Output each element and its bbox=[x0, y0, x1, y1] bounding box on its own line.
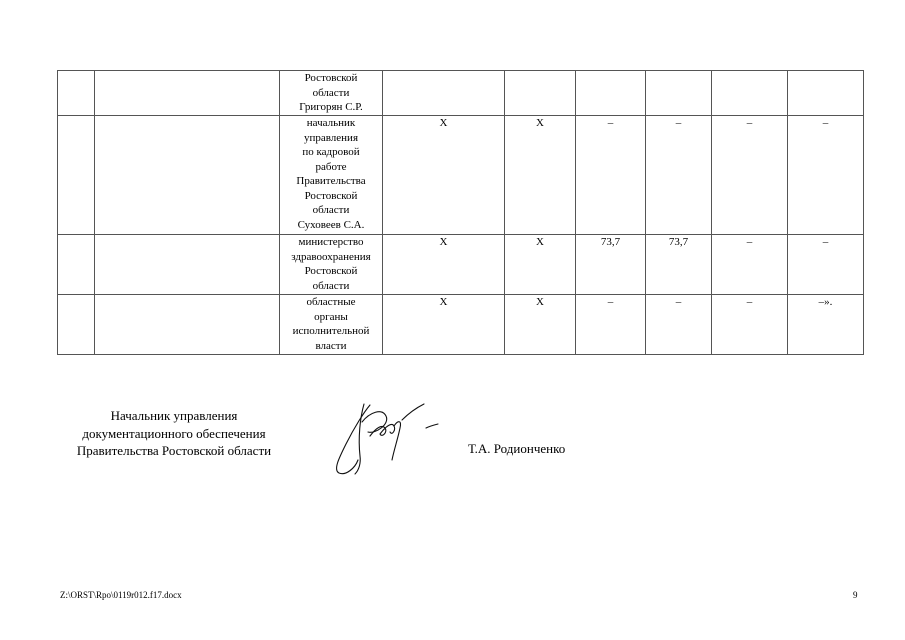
cell-col-5: – bbox=[712, 235, 788, 295]
cell-number bbox=[58, 71, 95, 116]
cell-number bbox=[58, 116, 95, 235]
cell-col-2: Х bbox=[505, 235, 576, 295]
cell-col-2: Х bbox=[505, 116, 576, 235]
cell-label: Ростовской области Григорян С.Р. bbox=[280, 71, 383, 116]
cell-col-1: Х bbox=[383, 235, 505, 295]
cell-col-1: Х bbox=[383, 116, 505, 235]
cell-col-3: – bbox=[576, 116, 646, 235]
cell-col-6: – bbox=[788, 116, 864, 235]
file-path: Z:\ORST\Rpo\0119r012.f17.docx bbox=[60, 590, 182, 600]
signatory-title-line: Правительства Ростовской области bbox=[76, 443, 272, 458]
cell-col-2 bbox=[505, 71, 576, 116]
cell-col-2: Х bbox=[505, 295, 576, 355]
cell-col-6 bbox=[788, 71, 864, 116]
cell-col-5: – bbox=[712, 295, 788, 355]
table-row bbox=[58, 71, 864, 116]
cell-number bbox=[58, 235, 95, 295]
cell-col-3: 73,7 bbox=[576, 235, 646, 295]
cell-label: областные органы исполнительной власти bbox=[280, 295, 383, 355]
cell-col-5 bbox=[712, 71, 788, 116]
cell-name bbox=[95, 295, 280, 355]
cell-col-4 bbox=[646, 71, 712, 116]
data-table bbox=[57, 70, 864, 355]
cell-col-6: – bbox=[788, 235, 864, 295]
cell-col-5: – bbox=[712, 116, 788, 235]
cell-number bbox=[58, 295, 95, 355]
table-row bbox=[58, 295, 864, 355]
page-number: 9 bbox=[853, 590, 858, 600]
cell-name bbox=[95, 235, 280, 295]
cell-label: начальник управления по кадровой работе Правительства Ростовской области Суховеев С.А. bbox=[280, 116, 383, 235]
cell-col-1: Х bbox=[383, 295, 505, 355]
cell-col-4: – bbox=[646, 116, 712, 235]
signatory-title bbox=[60, 407, 288, 460]
cell-col-3 bbox=[576, 71, 646, 116]
table-row bbox=[58, 116, 864, 235]
table-row bbox=[58, 235, 864, 295]
cell-col-3: – bbox=[576, 295, 646, 355]
handwritten-signature bbox=[330, 398, 445, 478]
cell-col-4: – bbox=[646, 295, 712, 355]
cell-label: министерство здравоохранения Ростовской области bbox=[280, 235, 383, 295]
signatory-title-line: документационного обеспечения bbox=[82, 425, 266, 441]
cell-name bbox=[95, 71, 280, 116]
cell-col-1 bbox=[383, 71, 505, 116]
signatory-title-line: Начальник управления bbox=[110, 408, 238, 423]
cell-col-6: –». bbox=[788, 295, 864, 355]
signatory-name: Т.А. Родионченко bbox=[468, 441, 566, 456]
cell-col-4: 73,7 bbox=[646, 235, 712, 295]
cell-name bbox=[95, 116, 280, 235]
